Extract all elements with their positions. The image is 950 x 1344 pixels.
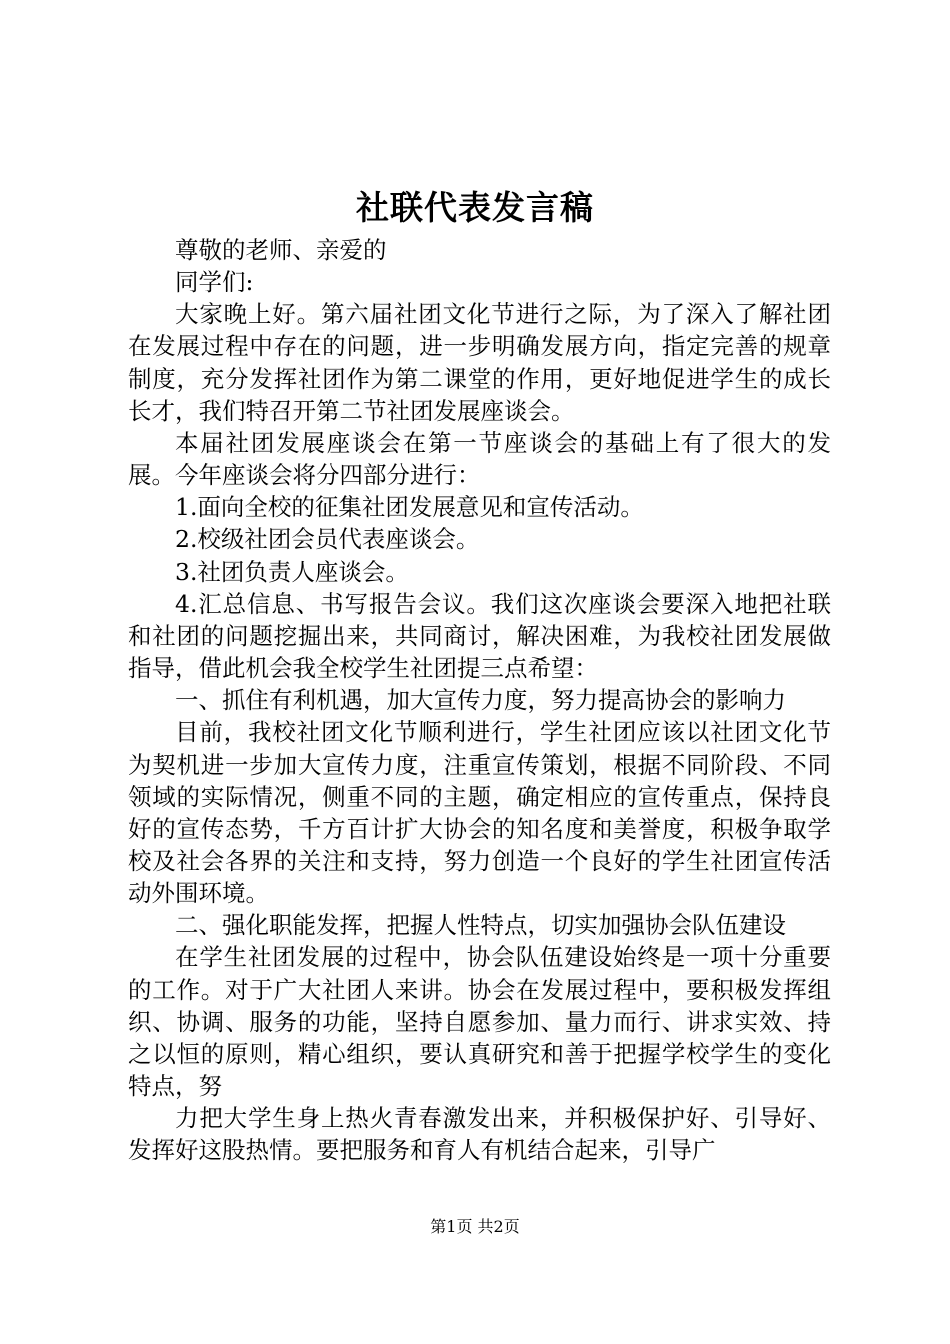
paragraph-section-2: 在学生社团发展的过程中，协会队伍建设始终是一项十分重要的工作。对于广大社团人来讲。协会在发展过程中，要积极发挥组织、协调、服务的功能，坚持自愿参加、量力而行、讲求实效、持之以恒的原则，精心组织，要认真研究和善于把握学校学生的变化特点，努 (128, 943, 831, 1101)
list-item-1: 1.面向全校的征集社团发展意见和宣传活动。 (175, 493, 644, 522)
document-body (128, 234, 831, 1167)
list-item-2: 2.校级社团会员代表座谈会。 (175, 525, 480, 554)
document-title: 社联代表发言稿 (356, 188, 594, 227)
paragraph-section-1: 目前，我校社团文化节顺利进行，学生社团应该以社团文化节为契机进一步加大宣传力度，注重宣传策划，根据不同阶段、不同领域的实际情况，侧重不同的主题，确定相应的宣传重点，保持良好的宣传态势，千方百计扩大协会的知名度和美誉度，积极争取学校及社会各界的关注和支持，努力创造一个良好的学生社团宣传活动外围环境。 (128, 718, 831, 908)
section-heading-1: 一、抓住有利机遇，加大宣传力度，努力提高协会的影响力 (175, 686, 786, 715)
salutation-line-2: 同学们: (175, 268, 254, 297)
paragraph-intro: 本届社团发展座谈会在第一节座谈会的基础上有了很大的发展。今年座谈会将分四部分进行： (128, 428, 831, 490)
page-footer: 第1页 共2页 (430, 1217, 520, 1236)
section-heading-2: 二、强化职能发挥，把握人性特点，切实加强协会队伍建设 (175, 911, 786, 940)
paragraph-greeting: 大家晚上好。第六届社团文化节进行之际，为了深入了解社团在发展过程中存在的问题，进一步明确发展方向，指定完善的规章制度，充分发挥社团作为第二课堂的作用，更好地促进学生的成长长才，我们特召开第二节社团发展座谈会。 (128, 300, 831, 425)
list-item-4: 4.汇总信息、书写报告会议。我们这次座谈会要深入地把社联和社团的问题挖掘出来，共同商讨，解决困难，为我校社团发展做指导，借此机会我全校学生社团提三点希望： (128, 589, 831, 683)
list-item-3: 3.社团负责人座谈会。 (175, 557, 409, 586)
paragraph-section-2-cont: 力把大学生身上热火青春激发出来，并积极保护好、引导好、发挥好这股热情。要把服务和育人有机结合起来，引导广 (128, 1104, 831, 1165)
salutation-line-1: 尊敬的老师、亲爱的 (175, 236, 387, 264)
